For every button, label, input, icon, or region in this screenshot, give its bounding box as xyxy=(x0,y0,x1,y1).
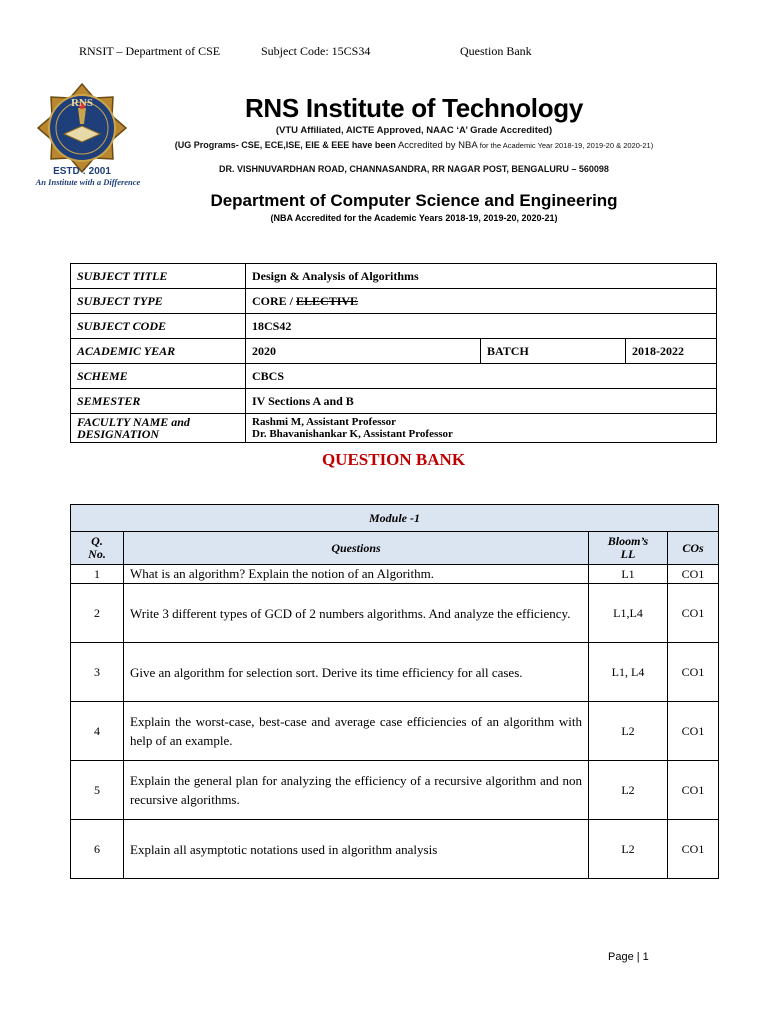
table-row xyxy=(71,364,717,389)
header-doc-type: Question Bank xyxy=(460,44,532,58)
institute-name: RNS Institute of Technology xyxy=(244,93,584,123)
module-title: Module -1 xyxy=(71,505,719,532)
ug-programs-text: (UG Programs- CSE, ECE,ISE, EIE & EEE have been xyxy=(174,140,396,150)
header-department: RNSIT – Department of CSE xyxy=(79,44,221,58)
institute-logo xyxy=(30,76,152,188)
course-outcome: CO1 xyxy=(668,820,719,879)
department-name: Department of Computer Science and Engineering xyxy=(210,191,618,210)
module-header-row xyxy=(71,505,719,532)
institute-affiliation: (VTU Affiliated, AICTE Approved, NAAC ‘A’ Grade Accredited) xyxy=(275,125,553,136)
table-row xyxy=(71,565,719,584)
column-header-row xyxy=(71,532,719,565)
table-row xyxy=(71,584,719,643)
faculty-value xyxy=(246,414,717,443)
col-header-questions: Questions xyxy=(124,532,589,565)
table-row xyxy=(71,643,719,702)
table-row xyxy=(71,702,719,761)
institute-address: DR. VISHNUVARDHAN ROAD, CHANNASANDRA, RR NAGAR POST, BENGALURU – 560098 xyxy=(219,164,609,174)
table-row xyxy=(71,339,717,364)
blooms-level: L2 xyxy=(589,702,668,761)
subject-type-label: SUBJECT TYPE xyxy=(71,289,246,314)
question-number: 2 xyxy=(71,584,124,643)
course-outcome: CO1 xyxy=(668,584,719,643)
institute-ug-accreditation xyxy=(150,139,678,152)
blooms-level: L1 xyxy=(589,565,668,584)
faculty-label-line2: DESIGNATION xyxy=(77,427,160,441)
faculty-label xyxy=(71,414,246,443)
question-text: Explain the worst-case, best-case and average case efficiencies of an algorithm with help of an example. xyxy=(124,702,589,761)
subject-info-table xyxy=(70,263,717,443)
question-number: 5 xyxy=(71,761,124,820)
header-subject-code: Subject Code: 15CS34 xyxy=(261,44,371,58)
faculty-member-2: Dr. Bhavanishankar K, Assistant Professor xyxy=(252,428,453,440)
subject-type-elective: ELECTIVE xyxy=(296,293,359,308)
col-header-qno: Q. No. xyxy=(71,532,124,565)
table-row xyxy=(71,289,717,314)
semester-value: IV Sections A and B xyxy=(246,389,717,414)
nba-years-text: for the Academic Year 2018-19, 2019-20 & 2020-21) xyxy=(479,141,654,150)
logo-estd: ESTD : 2001 xyxy=(53,166,111,177)
subject-type-core: CORE / xyxy=(252,293,294,308)
subject-title-value: Design & Analysis of Algorithms xyxy=(246,264,717,289)
department-accreditation: (NBA Accredited for the Academic Years 2018-19, 2019-20, 2020-21) xyxy=(270,213,558,223)
blooms-level: L2 xyxy=(589,761,668,820)
nba-text: Accredited by NBA xyxy=(397,140,478,151)
subject-type-value xyxy=(246,289,717,314)
page-number: Page | 1 xyxy=(608,951,649,963)
table-row xyxy=(71,389,717,414)
course-outcome: CO1 xyxy=(668,643,719,702)
question-text: What is an algorithm? Explain the notion of an Algorithm. xyxy=(124,565,589,584)
table-row xyxy=(71,820,719,879)
subject-title-label: SUBJECT TITLE xyxy=(71,264,246,289)
subject-code-value: 18CS42 xyxy=(246,314,717,339)
question-text: Write 3 different types of GCD of 2 numbers algorithms. And analyze the efficiency. xyxy=(124,584,589,643)
batch-label: BATCH xyxy=(481,339,626,364)
blooms-level: L2 xyxy=(589,820,668,879)
question-number: 4 xyxy=(71,702,124,761)
col-header-blooms: Bloom’s LL xyxy=(589,532,668,565)
table-row xyxy=(71,414,717,443)
faculty-label-line1: FACULTY NAME and xyxy=(77,415,190,429)
batch-value: 2018-2022 xyxy=(626,339,717,364)
table-row xyxy=(71,264,717,289)
scheme-label: SCHEME xyxy=(71,364,246,389)
question-text: Explain the general plan for analyzing the efficiency of a recursive algorithm and non recursive algorithms. xyxy=(124,761,589,820)
course-outcome: CO1 xyxy=(668,565,719,584)
question-number: 3 xyxy=(71,643,124,702)
blooms-level: L1, L4 xyxy=(589,643,668,702)
question-number: 6 xyxy=(71,820,124,879)
academic-year-value: 2020 xyxy=(246,339,481,364)
scheme-value: CBCS xyxy=(246,364,717,389)
question-table xyxy=(70,504,719,879)
table-row xyxy=(71,314,717,339)
academic-year-label: ACADEMIC YEAR xyxy=(71,339,246,364)
semester-label: SEMESTER xyxy=(71,389,246,414)
logo-text: RNS xyxy=(70,97,94,109)
question-bank-title: QUESTION BANK xyxy=(321,450,466,469)
question-text: Give an algorithm for selection sort. Derive its time efficiency for all cases. xyxy=(124,643,589,702)
logo-tagline: An Institute with a Difference xyxy=(35,177,141,187)
subject-code-label: SUBJECT CODE xyxy=(71,314,246,339)
faculty-member-1: Rashmi M, Assistant Professor xyxy=(252,416,397,428)
question-text: Explain all asymptotic notations used in algorithm analysis xyxy=(124,820,589,879)
table-row xyxy=(71,761,719,820)
course-outcome: CO1 xyxy=(668,761,719,820)
blooms-level: L1,L4 xyxy=(589,584,668,643)
question-number: 1 xyxy=(71,565,124,584)
course-outcome: CO1 xyxy=(668,702,719,761)
col-header-cos: COs xyxy=(668,532,719,565)
